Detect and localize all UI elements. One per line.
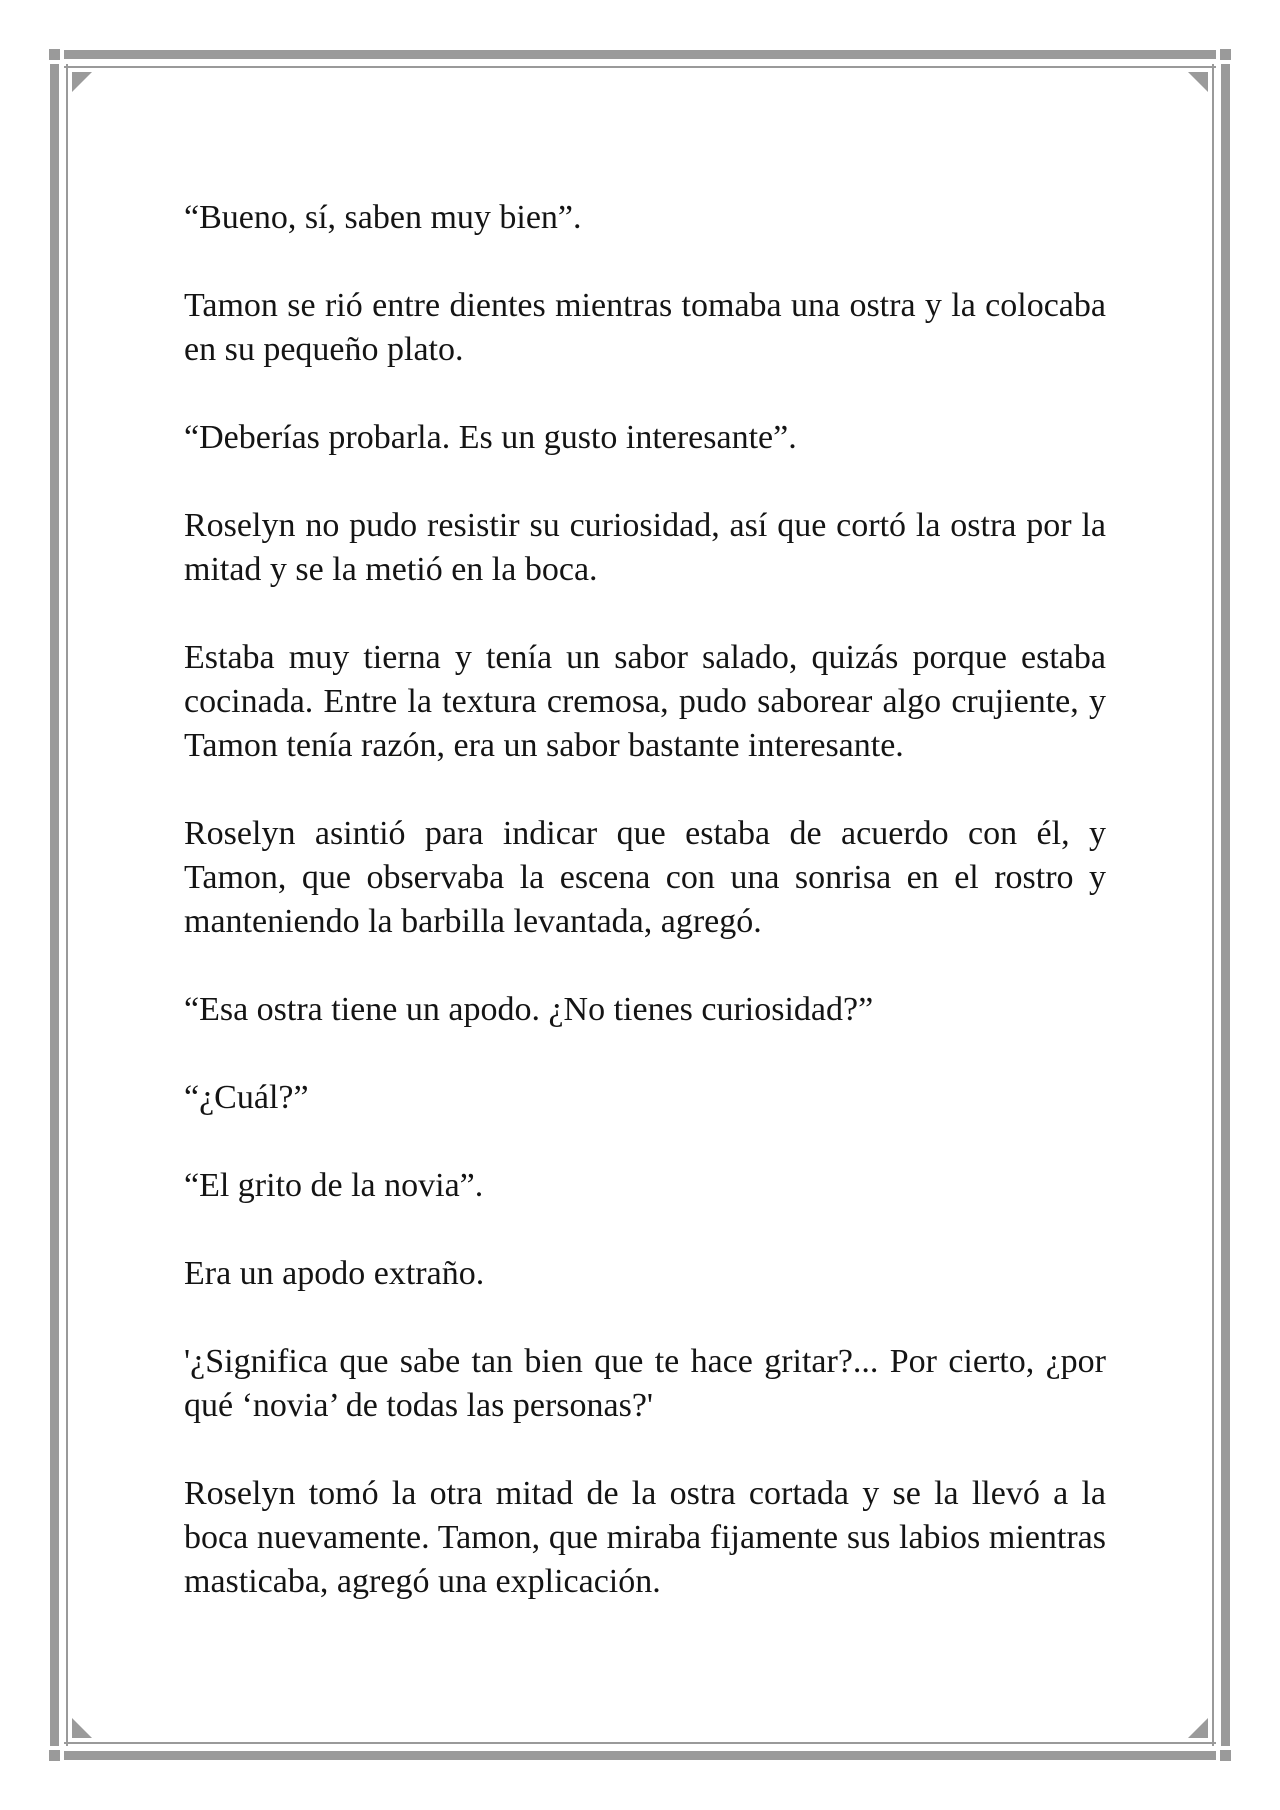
paragraph: Era un apodo extraño. (184, 1255, 485, 1292)
paragraph: “Deberías probarla. Es un gusto interesante”. (184, 419, 797, 456)
paragraph: Roselyn tomó la otra mitad de la ostra cortada y se la llevó a la boca nuevamente. Tamon, que miraba fijamente sus labios mientras masticaba, agregó una explicación. (184, 1475, 1106, 1600)
paragraph: Roselyn asintió para indicar que estaba de acuerdo con él, y Tamon, que observaba la escena con una sonrisa en el rostro y manteniendo la barbilla levantada, agregó. (184, 815, 1106, 940)
paragraph: “Esa ostra tiene un apodo. ¿No tienes curiosidad?” (184, 991, 874, 1028)
paragraph: '¿Significa que sabe tan bien que te hace gritar?... Por cierto, ¿por qué ‘novia’ de todas las personas?' (184, 1343, 1106, 1424)
paragraph: Tamon se rió entre dientes mientras tomaba una ostra y la colocaba en su pequeño plato. (184, 287, 1106, 368)
book-page-text (184, 196, 1106, 1604)
paragraph: “¿Cuál?” (184, 1079, 309, 1116)
paragraph: Roselyn no pudo resistir su curiosidad, así que cortó la ostra por la mitad y se la metió en la boca. (184, 507, 1106, 588)
paragraph: Estaba muy tierna y tenía un sabor salado, quizás porque estaba cocinada. Entre la textura cremosa, pudo saborear algo crujiente, y Tamon tenía razón, era un sabor bastante interesante. (184, 639, 1106, 764)
paragraph: “El grito de la novia”. (184, 1167, 484, 1204)
paragraph: “Bueno, sí, saben muy bien”. (184, 199, 582, 236)
